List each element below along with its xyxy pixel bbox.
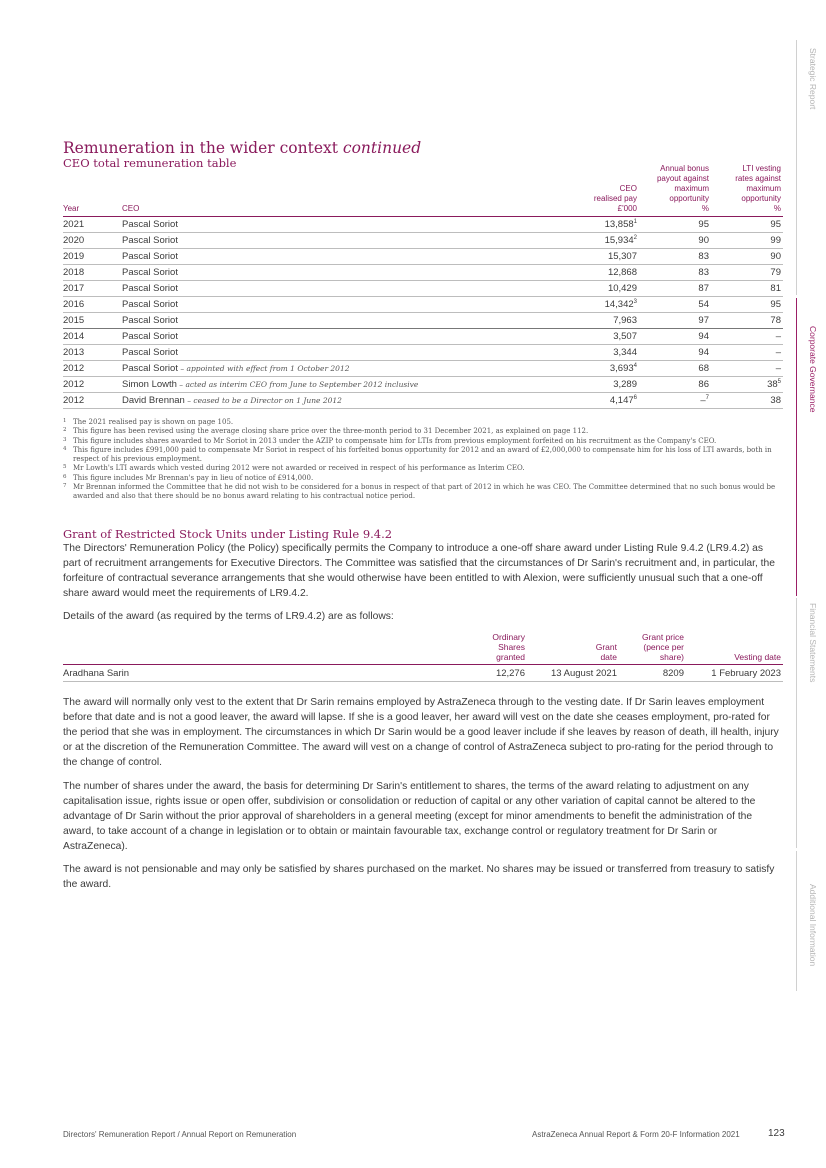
header-year: Year [63,164,122,217]
cell-pay: 12,868 [522,265,639,281]
side-nav-strategic-report[interactable]: Strategic Report [808,48,818,110]
header-grant-date: Grant date [527,632,619,665]
cell-pay: 3,693$^4$ [522,361,639,377]
cell-ceo: Pascal Soriot – appointed with effect from 1 October 2012 [122,361,522,377]
cell-bonus: 83 [639,249,711,265]
cell-year: 2012 [63,377,122,393]
page-number: 123 [768,1128,785,1139]
cell-pay: 3,289 [522,377,639,393]
cell-year: 2018 [63,265,122,281]
side-nav-financial-statements[interactable]: Financial Statements [808,603,818,683]
table-row [63,281,783,297]
rsu-paragraph: The award will normally only vest to the extent that Dr Sarin remains employed by AstraZeneca through to the vesting date. If Dr Sarin leaves employment before that date and is not a good leaver, the award will lapse. If she is a good leaver, her award will vest on the date she ceases employment, pro-rated for the period that she was in employment. The circumstances in which Dr Sarin would be a good leaver include if she leaves by reason of death, ill health, injury or at the discretion of the Remuneration Committee. The award will vest on a change of control of AstraZeneca subject to pro-rating for the period through to the change of control. [63,697,779,768]
cell-grant-date: 13 August 2021 [527,665,619,682]
side-nav-divider [796,40,797,295]
cell-bonus: 87 [639,281,711,297]
table-row [63,345,783,361]
footer-breadcrumb: Directors' Remuneration Report / Annual Report on Remuneration [63,1130,297,1139]
cell-lti: – [711,361,783,377]
footnote: 3 This figure includes shares awarded to Mr Soriot in 2013 under the AZIP to compensate him for LTIs from previous employment forfeited on his recruitment as the Company's CEO. [63,436,717,445]
table-row [63,313,783,329]
side-nav-additional-information[interactable]: Additional Information [808,884,818,967]
table-row [63,249,783,265]
cell-pay: 13,858$^1$ [522,217,639,233]
footnote: 1 The 2021 realised pay is shown on page 105. [63,418,234,426]
cell-bonus: 90 [639,233,711,249]
cell-year: 2013 [63,345,122,361]
table-row [63,265,783,281]
cell-grant-price: 8209 [619,665,686,682]
rsu-paragraph: The award is not pensionable and may only be satisfied by shares purchased on the market. No shares may be issued or transferred from treasury to satisfy the award. [63,864,775,890]
header-shares-granted: Ordinary Shares granted [403,632,527,665]
cell-ceo: Pascal Soriot [122,297,522,313]
cell-bonus: 94 [639,345,711,361]
header-name [63,632,403,665]
header-realised-pay: CEO realised pay £'000 [522,164,639,217]
cell-bonus: 86 [639,377,711,393]
cell-bonus: 54 [639,297,711,313]
cell-bonus: 95 [639,217,711,233]
ceo-remuneration-table [63,164,783,409]
footnote: 6 This figure includes Mr Brennan's pay in lieu of notice of £914,000. [63,473,314,482]
table-row [63,377,783,393]
side-nav-divider [796,851,797,991]
cell-ceo: Pascal Soriot [122,249,522,265]
cell-year: 2015 [63,313,122,329]
table-row [63,665,783,682]
table-row [63,297,783,313]
cell-vesting-date: 1 February 2023 [686,665,783,682]
cell-name: Aradhana Sarin [63,665,403,682]
cell-shares: 12,276 [403,665,527,682]
cell-ceo: David Brennan – ceased to be a Director on 1 June 2012 [122,393,522,409]
cell-pay: 15,307 [522,249,639,265]
table-row [63,217,783,233]
cell-ceo: Pascal Soriot [122,281,522,297]
ceo-table-title: CEO total remuneration table [63,156,237,170]
cell-ceo: Pascal Soriot [122,265,522,281]
cell-pay: 14,342$^3$ [522,297,639,313]
rsu-section-title: Grant of Restricted Stock Units under Listing Rule 9.4.2 [63,527,393,541]
side-nav-divider [796,598,797,848]
cell-ceo: Pascal Soriot [122,233,522,249]
cell-bonus: –$^7$ [639,393,711,409]
side-nav-divider-active [796,298,797,596]
side-nav-corporate-governance[interactable]: Corporate Governance [808,326,818,413]
cell-ceo: Pascal Soriot [122,217,522,233]
cell-year: 2017 [63,281,122,297]
cell-ceo: Pascal Soriot [122,329,522,345]
table-row [63,329,783,345]
cell-year: 2012 [63,393,122,409]
rsu-intro-paragraph: The Directors' Remuneration Policy (the Policy) specifically permits the Company to introduce a one-off share award under Listing Rule 9.4.2 (LR9.4.2) as part of recruitment arrangements for Executive Directors. The Committee was satisfied that the circumstances of Dr Sarin's recruitment and, in particular, the forfeiture of contractual severance arrangements that she would otherwise have been entitled to with Alexion, were sufficiently unusual such that a one-off share award would meet the requirements of LR9.4.2. [63,543,775,599]
cell-ceo: Pascal Soriot [122,345,522,361]
rsu-details-paragraph: Details of the award (as required by the terms of LR9.4.2) are as follows: [63,611,394,622]
cell-lti: 95 [711,217,783,233]
cell-pay: 4,147$^6$ [522,393,639,409]
header-annual-bonus: Annual bonus payout against maximum opportunity % [639,164,711,217]
cell-lti: – [711,345,783,361]
cell-lti: 78 [711,313,783,329]
cell-lti: $38^5$ [711,377,783,393]
cell-ceo: Pascal Soriot [122,313,522,329]
cell-year: 2014 [63,329,122,345]
table-row [63,233,783,249]
cell-year: 2021 [63,217,122,233]
footnotes [63,418,783,502]
cell-lti: 81 [711,281,783,297]
cell-year: 2016 [63,297,122,313]
footnote: 4 This figure includes £991,000 paid to compensate Mr Soriot in respect of his forfeited bonus opportunity for 2012 and an award of £2,000,000 to compensate him for his loss of LTI awards, both in respect of his previous employment. [63,445,772,464]
cell-pay: 3,344 [522,345,639,361]
cell-pay: 3,507 [522,329,639,345]
rsu-award-table [63,632,783,682]
cell-year: 2020 [63,233,122,249]
cell-year: 2012 [63,361,122,377]
cell-lti: 79 [711,265,783,281]
header-vesting-date: Vesting date [686,632,783,665]
cell-lti: 95 [711,297,783,313]
cell-year: 2019 [63,249,122,265]
table-row [63,361,783,377]
cell-lti: 90 [711,249,783,265]
cell-pay: 10,429 [522,281,639,297]
cell-bonus: 94 [639,329,711,345]
header-ceo: CEO [122,164,522,217]
table-row [63,393,783,409]
header-grant-price: Grant price (pence per share) [619,632,686,665]
cell-bonus: 97 [639,313,711,329]
footer-report-title: AstraZeneca Annual Report & Form 20-F Information 2021 [532,1130,740,1139]
cell-pay: 7,963 [522,313,639,329]
cell-lti: 99 [711,233,783,249]
cell-pay: 15,934$^2$ [522,233,639,249]
footnote: 7 Mr Brennan informed the Committee that he did not wish to be considered for a bonus in respect of that part of 2012 in which he was CEO. The Committee determined that no such bonus would be awarded and also that there should be no bonus award relating to his contractual notice period. [63,483,776,501]
cell-lti: – [711,329,783,345]
cell-lti: 38 [711,393,783,409]
cell-bonus: 68 [639,361,711,377]
header-lti-vesting: LTI vesting rates against maximum opportunity % [711,164,783,217]
cell-bonus: 83 [639,265,711,281]
footnote: 5 Mr Lowth's LTI awards which vested during 2012 were not awarded or received in respect of his performance as Interim CEO. [63,464,525,473]
page-title: Remuneration in the wider context continued [63,139,422,157]
cell-ceo: Simon Lowth – acted as interim CEO from June to September 2012 inclusive [122,377,522,393]
rsu-paragraph: The number of shares under the award, the basis for determining Dr Sarin's entitlement to shares, the terms of the award relating to adjustment on any capitalisation issue, rights issue or open offer, subdivision or consolidation or reduction of capital or any other variation of capital cannot be altered to the advantage of Dr Sarin without the prior approval of shareholders in a general meeting (except for minor amendments to benefit the administration of the award, to take account of a change in legislation or to obtain or maintain favourable tax, exchange control or regulatory treatment for Dr Sarin or AstraZeneca). [63,781,756,852]
footnote: 2 This figure has been revised using the average closing share price over the three-month period to 31 December 2021, as explained on page 112. [63,427,589,436]
